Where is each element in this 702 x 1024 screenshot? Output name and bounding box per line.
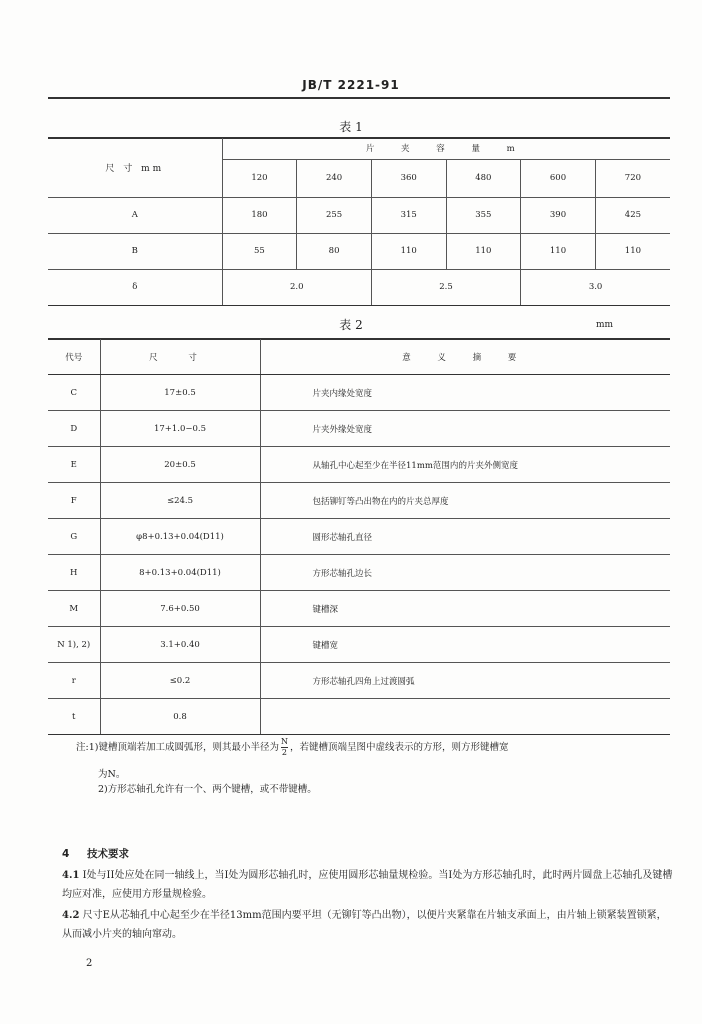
capacity-cell: 720 (595, 159, 670, 197)
table1-group-header: 片 夹 容 量 m (222, 138, 670, 159)
clause-4-1 (62, 866, 674, 904)
clause-text: I处与II处应处在同一轴线上，当I处为圆形芯轴孔时，应使用圆形芯轴量规检验。当I处为方形芯轴孔时，此时两片圆盘上芯轴孔及键槽均应对准，应使用方形量规检验。 (62, 870, 673, 900)
table2-code: C (48, 375, 100, 411)
table1-cell: 80 (297, 233, 372, 269)
table2-size: 7.6+0.50 (100, 591, 260, 627)
table2-header-size: 尺 寸 (100, 339, 260, 375)
page-number: 2 (86, 958, 93, 969)
table2-size: 0.8 (100, 699, 260, 735)
capacity-cell: 480 (446, 159, 521, 197)
table1-delta-cell: 3.0 (521, 269, 670, 305)
table1-delta-cell: 2.0 (222, 269, 371, 305)
table2-desc: 键槽宽 (260, 627, 670, 663)
table2-note-2: 2)方形芯轴孔允许有一个、两个键槽，或不带键槽。 (98, 784, 317, 795)
table2-desc: 包括铆钉等凸出物在内的片夹总厚度 (260, 483, 670, 519)
capacity-cell: 120 (222, 159, 297, 197)
fraction-numerator: N (280, 737, 288, 746)
note-1-text: 1)键槽顶端若加工成圆弧形，则其最小半径为 (88, 742, 279, 753)
section-4-heading (62, 846, 129, 861)
capacity-cell: 600 (521, 159, 596, 197)
table2-code: t (48, 699, 100, 735)
table1-corner-label: 尺 寸 mm (105, 163, 165, 174)
table1-row-label: A (48, 197, 222, 233)
clause-text: 尺寸E从芯轴孔中心起至少在半径13mm范围内要平坦（无铆钉等凸出物），以便片夹紧靠在片轴支承面上，由片轴上锁紧装置锁紧，从而减小片夹的轴向窜动。 (62, 910, 667, 940)
table1-cell: 390 (521, 197, 596, 233)
table2-desc: 片夹内缘处宽度 (260, 375, 670, 411)
clause-number: 4.2 (62, 910, 80, 921)
table2-code: M (48, 591, 100, 627)
note-1-continuation: ，若键槽顶端呈图中虚线表示的方形，则方形键槽宽 (289, 742, 509, 753)
note-label: 注: (76, 742, 89, 753)
table2-desc: 片夹外缘处宽度 (260, 411, 670, 447)
table2 (48, 339, 670, 735)
table2-desc (260, 699, 670, 735)
table2-size: ≤24.5 (100, 483, 260, 519)
table2-size: 20±0.5 (100, 447, 260, 483)
table1-cell: 180 (222, 197, 297, 233)
fraction-denominator: 2 (281, 748, 288, 757)
table2-size: φ8+0.13+0.04(D11) (100, 519, 260, 555)
table2-note-1-tail: 为N。 (98, 769, 126, 780)
table2-code: D (48, 411, 100, 447)
table1-cell: 110 (446, 233, 521, 269)
table1-cell: 315 (371, 197, 446, 233)
table1-row-label: δ (48, 269, 222, 305)
table1 (48, 138, 670, 306)
capacity-cell: 240 (297, 159, 372, 197)
header-rule (48, 97, 670, 99)
table1-caption: 表 1 (339, 120, 363, 134)
table2-header-code: 代号 (48, 339, 100, 375)
section-title: 技术要求 (86, 848, 129, 860)
table2-unit: mm (596, 320, 614, 330)
table2-desc: 圆形芯轴孔直径 (260, 519, 670, 555)
table2-code: r (48, 663, 100, 699)
table2-size: 17±0.5 (100, 375, 260, 411)
note-fraction (281, 737, 288, 758)
table2-caption: 表 2 (339, 318, 363, 332)
table2-code: F (48, 483, 100, 519)
table2-size: 17+1.0−0.5 (100, 411, 260, 447)
table1-delta-cell: 2.5 (371, 269, 520, 305)
table2-header-desc: 意 义 摘 要 (260, 339, 670, 375)
table2-note-1 (76, 737, 676, 758)
table1-cell: 110 (595, 233, 670, 269)
table2-code: H (48, 555, 100, 591)
table2-size: 8+0.13+0.04(D11) (100, 555, 260, 591)
clause-number: 4.1 (62, 870, 80, 881)
table1-row-label: B (48, 233, 222, 269)
table1-cell: 425 (595, 197, 670, 233)
table2-desc: 方形芯轴孔四角上过渡圆弧 (260, 663, 670, 699)
clause-4-2 (62, 906, 674, 944)
table2-code: G (48, 519, 100, 555)
document-header: JB/T 2221-91 (302, 78, 400, 92)
table2-desc: 从轴孔中心起至少在半径11mm范围内的片夹外侧宽度 (260, 447, 670, 483)
table2-desc: 键槽深 (260, 591, 670, 627)
table2-code: E (48, 447, 100, 483)
capacity-cell: 360 (371, 159, 446, 197)
section-number: 4 (62, 848, 70, 860)
table2-code: N 1), 2) (48, 627, 100, 663)
table2-size: ≤0.2 (100, 663, 260, 699)
table1-cell: 55 (222, 233, 297, 269)
table1-cell: 255 (297, 197, 372, 233)
table1-cell: 110 (521, 233, 596, 269)
table2-desc: 方形芯轴孔边长 (260, 555, 670, 591)
table2-size: 3.1+0.40 (100, 627, 260, 663)
table1-cell: 355 (446, 197, 521, 233)
table1-cell: 110 (371, 233, 446, 269)
